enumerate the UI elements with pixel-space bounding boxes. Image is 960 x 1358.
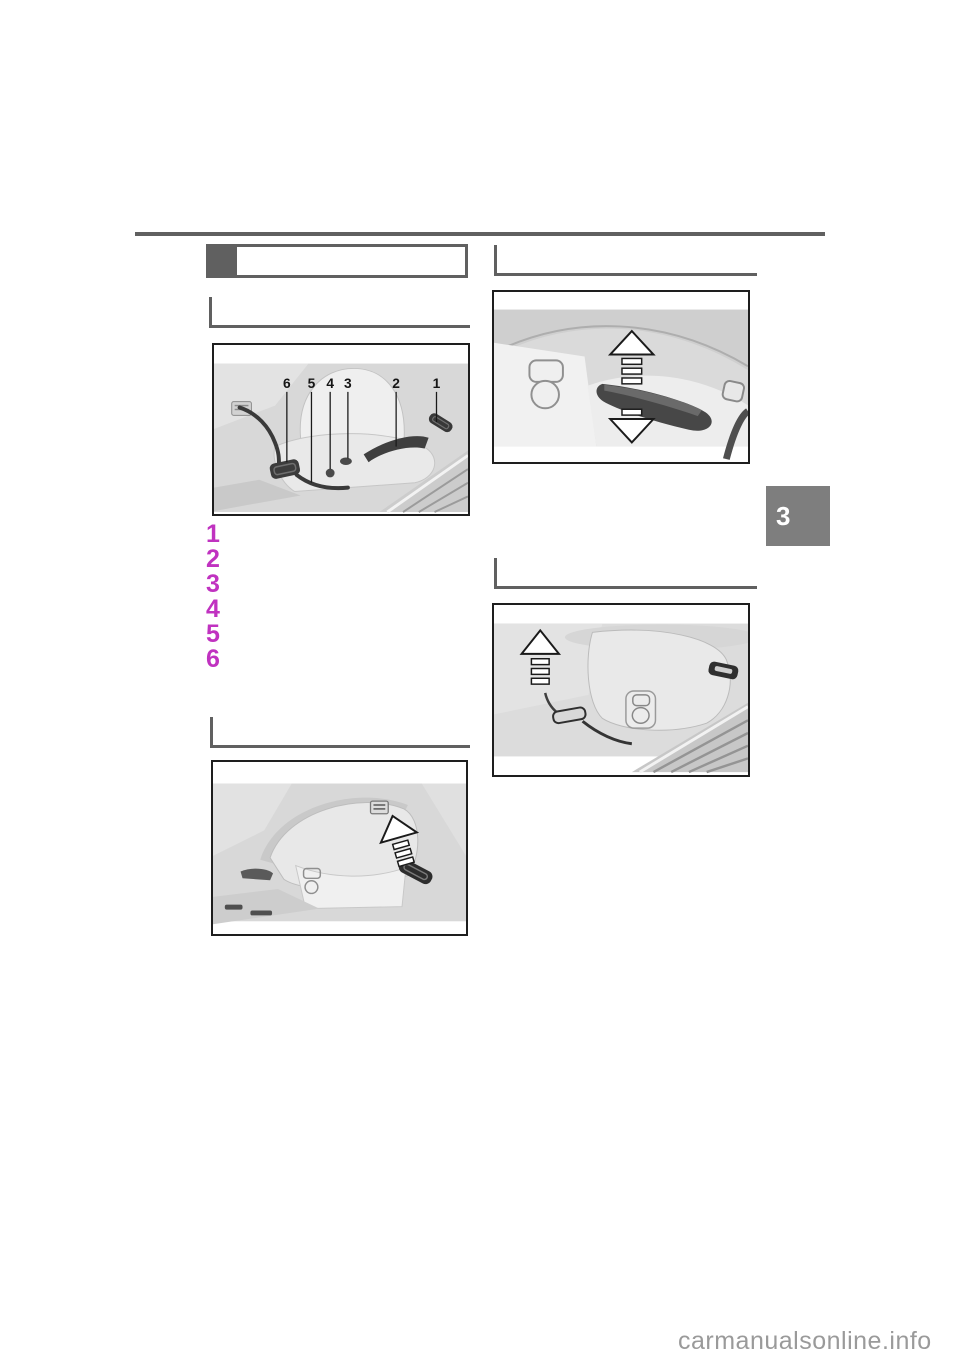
section-title-chip <box>206 244 234 278</box>
chapter-tab <box>766 486 830 546</box>
figure-seatback-angle-lever <box>211 760 468 936</box>
step-number-3: 3 <box>206 570 220 598</box>
callout-6: 6 <box>283 376 291 391</box>
step-number-2: 2 <box>206 545 220 573</box>
step-number-1: 1 <box>206 520 220 548</box>
adjustment-knob <box>326 469 335 478</box>
callout-4: 4 <box>326 376 335 391</box>
subsection-heading-rule-left-1 <box>209 297 470 328</box>
callout-5: 5 <box>307 376 316 391</box>
subsection-heading-rule-right-1 <box>494 245 757 276</box>
callout-2: 2 <box>392 376 400 391</box>
step-number-4: 4 <box>206 595 220 623</box>
step-number-6: 6 <box>206 645 220 673</box>
watermark-text: carmanualsonline.info <box>678 1327 932 1355</box>
callout-3: 3 <box>344 376 352 391</box>
section-title-box <box>234 244 468 278</box>
subsection-heading-rule-right-2 <box>494 558 757 589</box>
adjustment-switch <box>340 458 352 465</box>
subsection-heading-rule-left-2 <box>210 717 470 748</box>
seat-components-illustration <box>214 345 468 514</box>
seatback-lever-illustration <box>213 762 466 934</box>
step-number-5: 5 <box>206 620 220 648</box>
chapter-tab-number: 3 <box>776 501 791 531</box>
header-rule <box>135 232 825 236</box>
height-lever-illustration <box>494 292 748 462</box>
figure-seat-components-diagram <box>212 343 470 516</box>
callout-1: 1 <box>432 376 441 391</box>
cushion-lever-illustration <box>494 605 748 775</box>
figure-seat-cushion-lever <box>492 603 750 777</box>
figure-seat-height-lever <box>492 290 750 464</box>
